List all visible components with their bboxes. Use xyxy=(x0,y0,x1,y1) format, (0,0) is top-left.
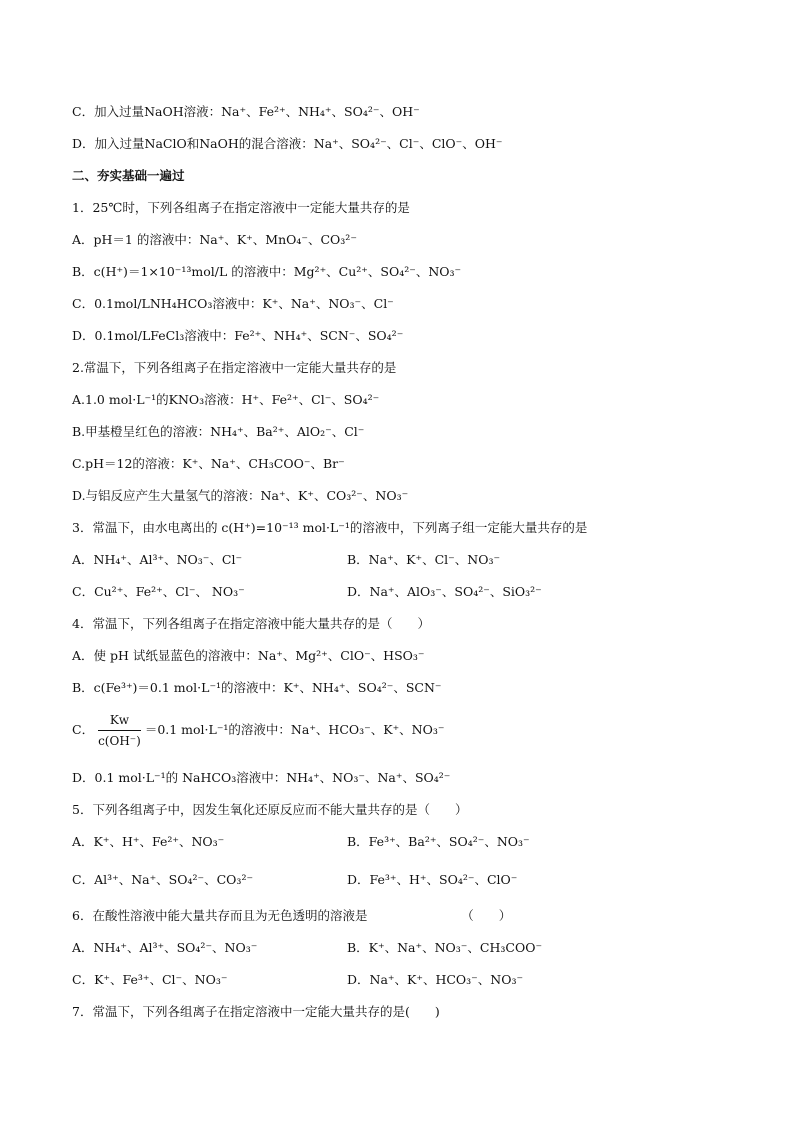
question-4: 4．常温下，下列各组离子在指定溶液中能大量共存的是（ ） xyxy=(72,616,430,631)
q6-option-a: A．NH₄⁺、Al³⁺、SO₄²⁻、NO₃⁻ xyxy=(72,940,258,955)
q4-option-b: B．c(Fe³⁺)＝0.1 mol·L⁻¹的溶液中：K⁺、NH₄⁺、SO₄²⁻、SCN⁻ xyxy=(72,680,442,695)
q3-option-b: B．Na⁺、K⁺、Cl⁻、NO₃⁻ xyxy=(347,552,501,567)
q2-option-d: D.与铝反应产生大量氢气的溶液：Na⁺、K⁺、CO₃²⁻、NO₃⁻ xyxy=(72,488,409,503)
q6-option-b: B．K⁺、Na⁺、NO₃⁻、CH₃COO⁻ xyxy=(347,940,543,955)
q1-option-a: A．pH＝1 的溶液中：Na⁺、K⁺、MnO₄⁻、CO₃²⁻ xyxy=(72,232,357,247)
q2-option-b: B.甲基橙呈红色的溶液：NH₄⁺、Ba²⁺、AlO₂⁻、Cl⁻ xyxy=(72,424,365,439)
q4-option-c xyxy=(72,712,444,749)
q2-option-a: A.1.0 mol·L⁻¹的KNO₃溶液：H⁺、Fe²⁺、Cl⁻、SO₄²⁻ xyxy=(72,392,380,407)
q1-option-b: B．c(H⁺)＝1×10⁻¹³mol/L 的溶液中：Mg²⁺、Cu²⁺、SO₄²⁻、NO₃⁻ xyxy=(72,264,462,279)
q6-option-c: C．K⁺、Fe³⁺、Cl⁻、NO₃⁻ xyxy=(72,972,228,987)
q4-option-a: A．使 pH 试纸显蓝色的溶液中：Na⁺、Mg²⁺、ClO⁻、HSO₃⁻ xyxy=(72,648,425,663)
question-3: 3．常温下，由水电离出的 c(H⁺)=10⁻¹³ mol·L⁻¹的溶液中，下列离子组一定能大量共存的是 xyxy=(72,520,588,535)
q1-option-d: D．0.1mol/LFeCl₃溶液中：Fe²⁺、NH₄⁺、SCN⁻、SO₄²⁻ xyxy=(72,328,404,343)
question-6: 6．在酸性溶液中能大量共存而且为无色透明的溶液是 （ ） xyxy=(72,908,512,923)
q2-option-c: C.pH＝12的溶液：K⁺、Na⁺、CH₃COO⁻、Br⁻ xyxy=(72,456,345,471)
q3-option-d: D．Na⁺、AlO₃⁻、SO₄²⁻、SiO₃²⁻ xyxy=(347,584,542,599)
q4c-text: ＝0.1 mol·L⁻¹的溶液中：Na⁺、HCO₃⁻、K⁺、NO₃⁻ xyxy=(144,722,445,737)
q6-option-d: D．Na⁺、K⁺、HCO₃⁻、NO₃⁻ xyxy=(347,972,524,987)
q4-option-d: D．0.1 mol·L⁻¹的 NaHCO₃溶液中：NH₄⁺、NO₃⁻、Na⁺、SO₄²⁻ xyxy=(72,770,451,785)
question-2: 2.常温下，下列各组离子在指定溶液中一定能大量共存的是 xyxy=(72,360,397,375)
prev-option-c: C．加入过量NaOH溶液：Na⁺、Fe²⁺、NH₄⁺、SO₄²⁻、OH⁻ xyxy=(72,104,420,119)
section-heading: 二、夯实基础一遍过 xyxy=(72,168,185,183)
q5-option-c: C．Al³⁺、Na⁺、SO₄²⁻、CO₃²⁻ xyxy=(72,872,254,887)
fraction-numerator: Kw xyxy=(98,712,141,731)
q3-option-a: A．NH₄⁺、Al³⁺、NO₃⁻、Cl⁻ xyxy=(72,552,243,567)
q5-option-a: A．K⁺、H⁺、Fe²⁺、NO₃⁻ xyxy=(72,834,225,849)
q4c-label: C． xyxy=(72,722,95,737)
prev-option-d: D．加入过量NaClO和NaOH的混合溶液：Na⁺、SO₄²⁻、Cl⁻、ClO⁻、OH⁻ xyxy=(72,136,503,151)
question-7: 7．常温下，下列各组离子在指定溶液中一定能大量共存的是( ) xyxy=(72,1004,440,1019)
q3-option-c: C．Cu²⁺、Fe²⁺、Cl⁻、 NO₃⁻ xyxy=(72,584,245,599)
q1-option-c: C．0.1mol/LNH₄HCO₃溶液中：K⁺、Na⁺、NO₃⁻、Cl⁻ xyxy=(72,296,394,311)
kw-fraction xyxy=(98,712,141,749)
question-5: 5．下列各组离子中，因发生氧化还原反应而不能大量共存的是（ ） xyxy=(72,802,468,817)
q5-option-d: D．Fe³⁺、H⁺、SO₄²⁻、ClO⁻ xyxy=(347,872,518,887)
question-1: 1．25℃时，下列各组离子在指定溶液中一定能大量共存的是 xyxy=(72,200,410,215)
q5-option-b: B．Fe³⁺、Ba²⁺、SO₄²⁻、NO₃⁻ xyxy=(347,834,530,849)
fraction-denominator: c(OH⁻) xyxy=(98,734,141,748)
